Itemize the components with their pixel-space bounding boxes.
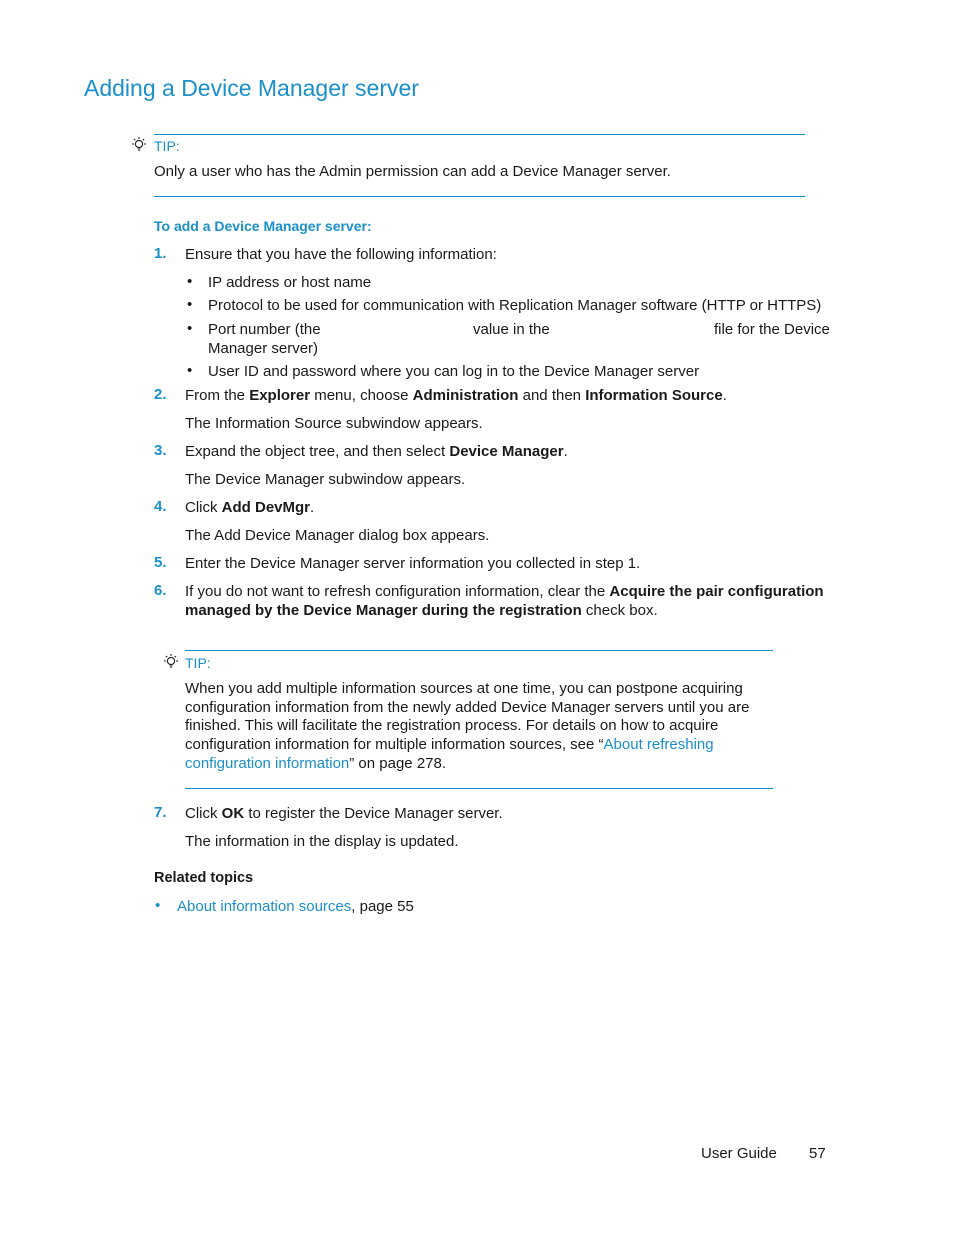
step-result: The information in the display is updated. (185, 833, 459, 850)
about-refreshing-link[interactable]: configuration information (185, 755, 350, 772)
about-refreshing-link[interactable]: About refreshing (603, 736, 714, 753)
step-number: 6. (154, 582, 167, 599)
step-result: The Device Manager subwindow appears. (185, 471, 466, 488)
bullet-text: Manager server) (208, 340, 319, 357)
about-information-sources-link[interactable]: About information sources (177, 898, 352, 915)
tip-bottom-rule (185, 788, 773, 789)
bullet: • (155, 897, 161, 914)
step-text: Click Add DevMgr. (185, 499, 315, 516)
page-number: 57 (809, 1145, 826, 1162)
step-number: 4. (154, 498, 167, 515)
tip-bottom-rule (154, 196, 805, 197)
step-text: From the Explorer menu, choose Administration and then Information Source. (185, 387, 727, 404)
lightbulb-icon (162, 653, 180, 671)
related-topics-heading: Related topics (154, 870, 254, 886)
bullet-text: Protocol to be used for communication with Replication Manager software (HTTP or HTTPS) (208, 297, 822, 314)
step-number: 1. (154, 245, 167, 262)
bullet-text: value in the (473, 321, 550, 338)
step-text: Expand the object tree, and then select Device Manager. (185, 443, 568, 460)
bullet: • (187, 273, 193, 290)
page-title: Adding a Device Manager server (84, 75, 419, 101)
bullet-text: Port number (the (208, 321, 321, 338)
related-item: About information sources, page 55 (177, 898, 414, 915)
tip-text: configuration information from the newly added Device Manager servers until you are (185, 699, 750, 716)
tip-text: finished. This will facilitate the registration process. For details on how to acquire (185, 717, 719, 734)
lightbulb-icon (130, 136, 148, 154)
tip-label: TIP: (154, 138, 180, 154)
step-text: Ensure that you have the following information: (185, 246, 497, 263)
step-text: Click OK to register the Device Manager server. (185, 805, 503, 822)
tip-top-rule (154, 134, 805, 135)
tip-text: Only a user who has the Admin permission can add a Device Manager server. (154, 163, 671, 180)
step-text: managed by the Device Manager during the registration check box. (185, 602, 658, 619)
bullet: • (187, 296, 193, 313)
footer-label: User Guide (701, 1145, 777, 1162)
procedure-title: To add a Device Manager server: (154, 218, 372, 234)
step-result: The Add Device Manager dialog box appears. (185, 527, 490, 544)
tip-label: TIP: (185, 655, 211, 671)
step-result: The Information Source subwindow appears. (185, 415, 483, 432)
bullet-text: file for the Device (714, 321, 830, 338)
bullet: • (187, 320, 193, 337)
step-number: 7. (154, 804, 167, 821)
bullet: • (187, 362, 193, 379)
tip-top-rule (185, 650, 773, 651)
tip-text: configuration information for multiple information sources, see “About refreshing (185, 736, 714, 753)
tip-text: configuration information” on page 278. (185, 755, 447, 772)
step-text: If you do not want to refresh configuration information, clear the Acquire the pair configuration (185, 583, 824, 600)
step-number: 3. (154, 442, 167, 459)
bullet-text: IP address or host name (208, 274, 372, 291)
bullet-text: User ID and password where you can log in to the Device Manager server (208, 363, 700, 380)
tip-text: When you add multiple information sources at one time, you can postpone acquiring (185, 680, 743, 697)
step-number: 5. (154, 554, 167, 571)
step-text: Enter the Device Manager server information you collected in step 1. (185, 555, 641, 572)
step-number: 2. (154, 386, 167, 403)
